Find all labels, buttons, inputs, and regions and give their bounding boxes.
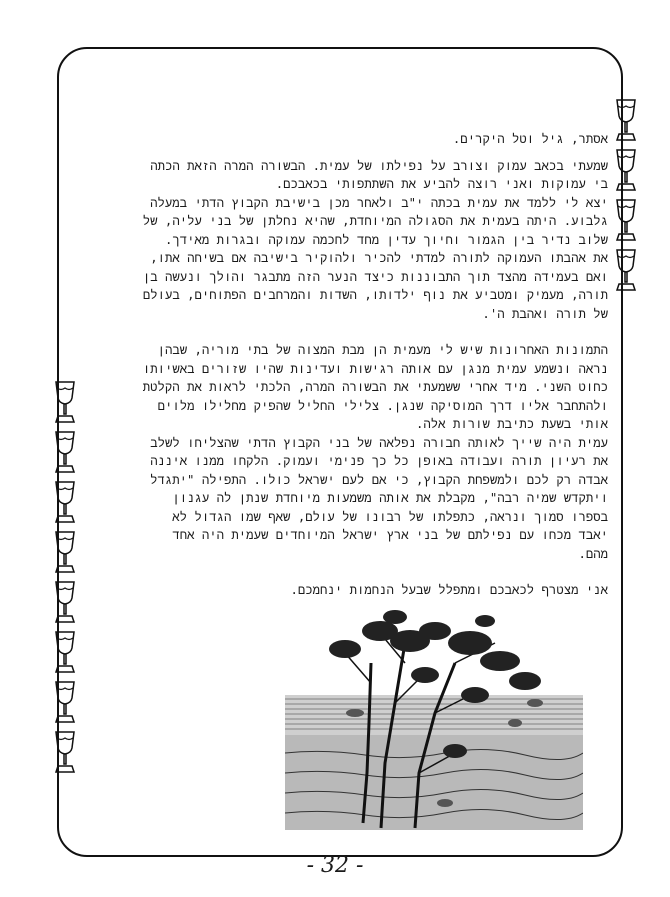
kiddush-cup-icon xyxy=(53,530,77,574)
letter-line: את רעיון תורה ועבודה באופן כל כך פנימי ועמוק. הלקחו ממנו איננה xyxy=(150,454,608,468)
kiddush-cup-icon xyxy=(53,630,77,674)
letter-line: כחוט השני. מיד אחרי ששמעתי את הבשורה המרה, הלכתי לראות את הקלטת xyxy=(142,380,608,394)
letter-line: נראה ונשמע עמית מנגן עם אותה רגישות ועדינות שהיו שזורים באשיותו xyxy=(142,361,608,376)
kiddush-cup-icon xyxy=(614,248,638,292)
letter-line: בי עמוקות ואני רוצה להביע את השתתפותי בכאבכם. xyxy=(275,177,608,191)
kiddush-cup-icon xyxy=(53,480,77,524)
kiddush-cup-icon xyxy=(614,98,638,142)
letter-line: ולהתחבר אליו דרך המוסיקה שנגן. צלילי החליל שהפיק מחלילו מלוים xyxy=(157,398,608,413)
letter-line: גלבוע. היתה בעמית את הסגולה המיוחדת, שהיא נחלתן של בני עליה, של xyxy=(142,214,608,228)
letter-line: מהם. xyxy=(578,546,608,561)
letter-line: שלוב נדיר בין הגמור וחיוך עדין מחד לחכמה עמוקה ובגרות מאידך. xyxy=(164,232,608,247)
letter-line: שמעתי בכאב עמוק וצורב על נפילתו של עמית. הבשורה המרה הזאת הכתה xyxy=(150,158,608,173)
kiddush-cup-icon xyxy=(53,680,77,724)
letter-body xyxy=(88,130,608,673)
cup-border-left xyxy=(53,380,77,780)
tree-by-water-illustration xyxy=(285,603,583,830)
kiddush-cup-icon xyxy=(53,380,77,424)
letter-line: בספרו סמוך ונראה, כתפלתו של רבונו של עולם, שאף שמו הגדול לא xyxy=(172,509,608,524)
letter-line: של תורה ואהבת ה'. xyxy=(482,306,608,321)
letter-line: ויתקדש שמיה רבה", מקבלת את אותה משמעות מיוחדת שנתן לה עגנון xyxy=(172,491,608,505)
page-number: - 32 - xyxy=(306,853,364,878)
letter-greeting: אסתר, גיל וטל היקרים. xyxy=(452,132,608,146)
letter-line: יצא לי ללמד את עמית בכתה י"ב ולאחר מכן בישיבת הקבוץ הדתי במעלה xyxy=(150,195,608,210)
kiddush-cup-icon xyxy=(614,198,638,242)
letter-line: את אהבתו העמוקה לתורה למדתי להכיר ולהוקיר בישיבה אם בשיחה אתו, xyxy=(150,251,608,265)
letter-line: אותי בשעת כתיבת שורות אלה. xyxy=(416,417,608,431)
letter-line: ואם בעמידה מהצד תוך התבוננות כיצד הנער הזה מתבגר והולך ונעשה בן xyxy=(142,269,608,284)
kiddush-cup-icon xyxy=(53,430,77,474)
letter-line: עמית היה שייך לאותה חבורה נפלאה של בני הקבוץ הדתי שהצליחו לשלב xyxy=(150,435,608,450)
letter-line: תורה, מעמיק ומטביע את נוף ילדותו, השדות והמרחבים הפתוחים, בעולם xyxy=(142,288,608,302)
letter-line: אבדה רק לכם ולמשפחת הקבוץ, כי אם לעם ישראל כולו. התפילה "יתגדל xyxy=(150,472,608,487)
cup-border-right xyxy=(614,98,638,298)
kiddush-cup-icon xyxy=(614,148,638,192)
kiddush-cup-icon xyxy=(53,580,77,624)
letter-line: התמונות האחרונות שיש לי מעמית הן מבת המצוה של בתי מוריה, שבהן xyxy=(157,343,608,357)
letter-line: יאבד מכחו עם נפילתם של בני ארץ ישראל המיוחדים שעמית היה אחד xyxy=(172,528,608,542)
condolence-line: אני מצטרף לכאבכם ומתפלל שבעל הנחמות ינחמכם. xyxy=(290,583,608,597)
kiddush-cup-icon xyxy=(53,730,77,774)
